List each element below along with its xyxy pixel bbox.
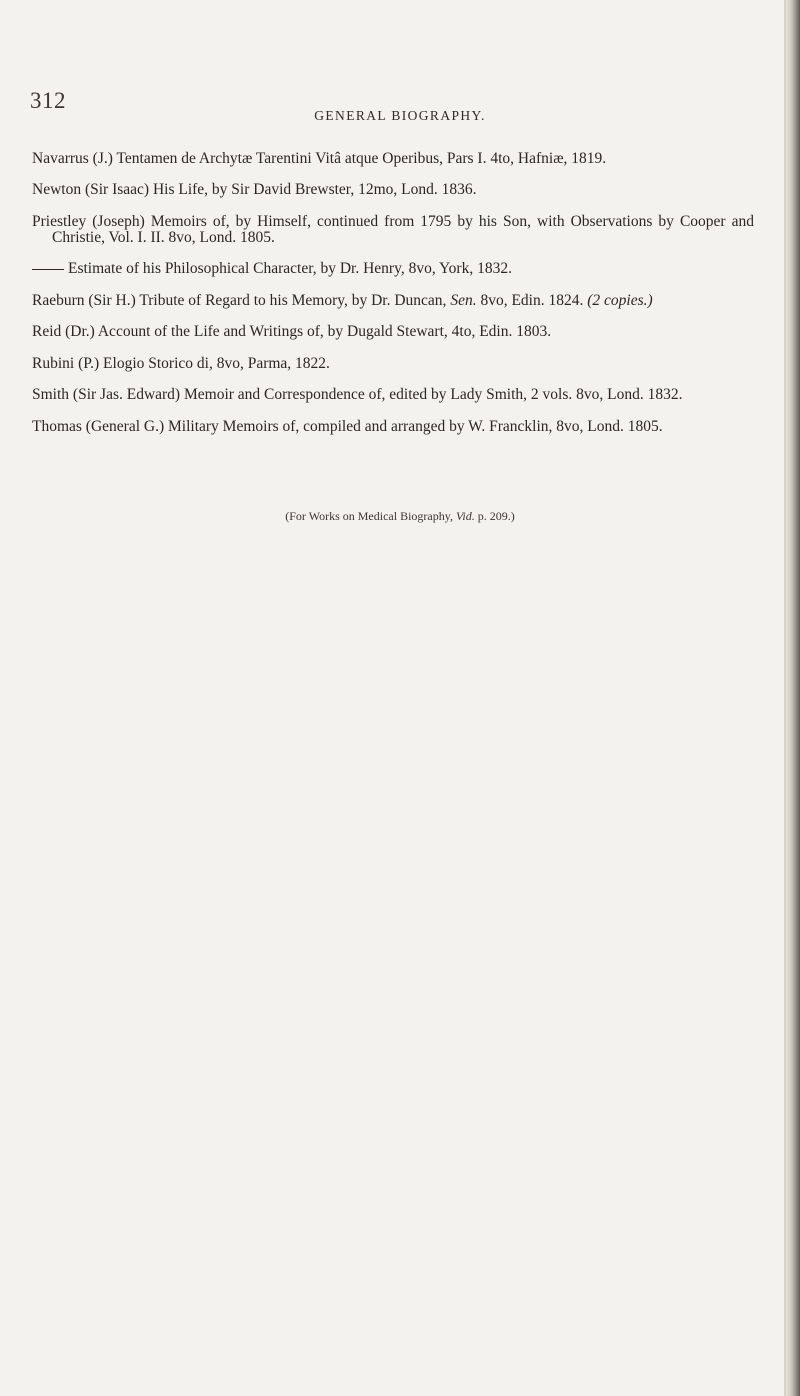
page-edge-shadow [786, 0, 800, 1396]
entry-smith: Smith (Sir Jas. Edward) Memoir and Correspondence of, edited by Lady Smith, 2 vols. 8vo, Lond. 1832. [32, 386, 683, 403]
footnote [0, 509, 800, 524]
entry-raeburn-imprint: 8vo, Edin. 1824. [480, 291, 584, 309]
entry-priestley-estimate [32, 261, 754, 277]
footnote-vid: Vid. [455, 509, 475, 523]
running-head: GENERAL BIOGRAPHY. [314, 108, 486, 123]
entry-thomas: Thomas (General G.) Military Memoirs of, compiled and arranged by W. Francklin, 8vo, Lond. 1805. [32, 417, 663, 435]
entry-raeburn-main: Raeburn (Sir H.) Tribute of Regard to his Memory, by Dr. Duncan, [32, 291, 447, 309]
entry-newton: Newton (Sir Isaac) His Life, by Sir David Brewster, 12mo, Lond. 1836. [32, 181, 477, 198]
entry-priestley: Priestley (Joseph) Memoirs of, by Himself, continued from 1795 by his Son, with Observations by Cooper and Christie, Vol. I. II. 8vo, Lond. 1805. [32, 212, 754, 246]
entry-reid: Reid (Dr.) Account of the Life and Writings of, by Dugald Stewart, 4to, Edin. 1803. [32, 323, 552, 340]
footnote-prefix: (For Works on Medical Biography, [285, 509, 453, 523]
ditto-dash [32, 269, 64, 270]
entry-raeburn [32, 293, 754, 309]
entry-raeburn-copies: (2 copies.) [587, 291, 653, 309]
entry-raeburn-sen: Sen. [450, 291, 477, 309]
entry-navarrus: Navarrus (J.) Tentamen de Archytæ Tarentini Vitâ atque Operibus, Pars I. 4to, Hafniæ, 1819. [32, 149, 607, 167]
footnote-suffix: p. 209.) [477, 509, 515, 523]
entry-rubini: Rubini (P.) Elogio Storico di, 8vo, Parma, 1822. [32, 354, 330, 372]
page-number: 312 [30, 88, 66, 113]
entry-priestley-estimate-text: Estimate of his Philosophical Character, by Dr. Henry, 8vo, York, 1832. [68, 260, 512, 277]
bibliography-list [32, 135, 754, 440]
